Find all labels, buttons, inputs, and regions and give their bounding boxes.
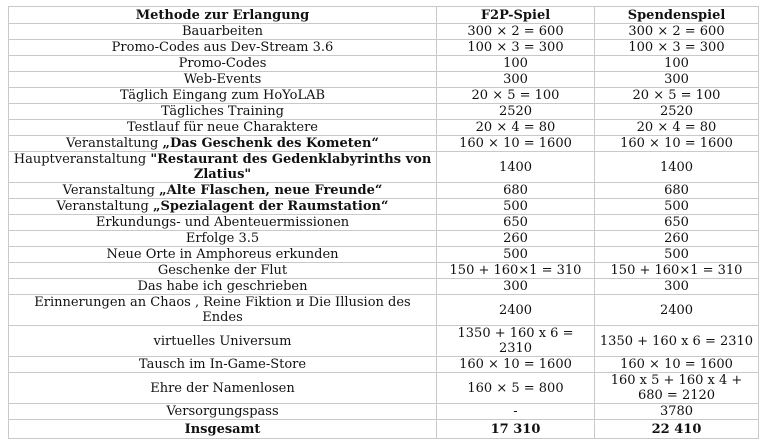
f2p-cell: 150 + 160×1 = 310: [437, 263, 595, 279]
f2p-cell: 300 × 2 = 600: [437, 24, 595, 40]
spend-cell: 20 × 5 = 100: [595, 88, 759, 104]
method-cell: [9, 136, 437, 152]
f2p-cell: 2520: [437, 104, 595, 120]
method-cell: Tausch im In-Game-Store: [9, 357, 437, 373]
table-row: [9, 373, 759, 404]
method-cell: Bauarbeiten: [9, 24, 437, 40]
method-cell: Täglich Eingang zum HoYoLAB: [9, 88, 437, 104]
spend-cell: 2400: [595, 295, 759, 326]
event-name: "Restaurant des Gedenklabyrinths von Zlatius": [150, 152, 432, 182]
method-cell: Geschenke der Flut: [9, 263, 437, 279]
method-cell: Promo-Codes: [9, 56, 437, 72]
spend-cell: 650: [595, 215, 759, 231]
event-name: „Alte Flaschen, neue Freunde“: [159, 183, 383, 198]
method-cell: Ehre der Namenlosen: [9, 373, 437, 404]
total-row: [9, 420, 759, 439]
f2p-cell: 650: [437, 215, 595, 231]
spend-cell: 500: [595, 247, 759, 263]
header-spend: Spendenspiel: [595, 7, 759, 24]
table-row: [9, 72, 759, 88]
table-row: [9, 40, 759, 56]
header-f2p: F2P-Spiel: [437, 7, 595, 24]
method-cell: Tägliches Training: [9, 104, 437, 120]
total-f2p: 17 310: [437, 420, 595, 439]
table-row: [9, 199, 759, 215]
table-row: [9, 104, 759, 120]
method-cell: Erinnerungen an Chaos , Reine Fiktion и Die Illusion des Endes: [9, 295, 437, 326]
table-row: [9, 183, 759, 199]
method-cell: Testlauf für neue Charaktere: [9, 120, 437, 136]
method-cell: virtuelles Universum: [9, 326, 437, 357]
spend-cell: 300 × 2 = 600: [595, 24, 759, 40]
rewards-table-container: [8, 6, 758, 439]
method-cell: Das habe ich geschrieben: [9, 279, 437, 295]
f2p-cell: 20 × 4 = 80: [437, 120, 595, 136]
method-cell: Promo-Codes aus Dev-Stream 3.6: [9, 40, 437, 56]
method-prefix: Veranstaltung: [56, 199, 153, 214]
f2p-cell: 20 × 5 = 100: [437, 88, 595, 104]
table-row: [9, 404, 759, 420]
spend-cell: 260: [595, 231, 759, 247]
method-prefix: Veranstaltung: [62, 183, 160, 198]
f2p-cell: 160 × 5 = 800: [437, 373, 595, 404]
method-cell: Erkundungs- und Abenteuermissionen: [9, 215, 437, 231]
spend-cell: 1350 + 160 x 6 = 2310: [595, 326, 759, 357]
total-spend: 22 410: [595, 420, 759, 439]
table-row: [9, 263, 759, 279]
table-header-row: [9, 7, 759, 24]
f2p-cell: 2400: [437, 295, 595, 326]
f2p-cell: 1350 + 160 x 6 = 2310: [437, 326, 595, 357]
spend-cell: 150 + 160×1 = 310: [595, 263, 759, 279]
spend-cell: 160 × 10 = 1600: [595, 357, 759, 373]
f2p-cell: -: [437, 404, 595, 420]
f2p-cell: 500: [437, 247, 595, 263]
f2p-cell: 680: [437, 183, 595, 199]
f2p-cell: 100: [437, 56, 595, 72]
f2p-cell: 300: [437, 279, 595, 295]
method-cell: Web-Events: [9, 72, 437, 88]
table-row: [9, 152, 759, 183]
method-cell: Versorgungspass: [9, 404, 437, 420]
f2p-cell: 260: [437, 231, 595, 247]
header-method: Methode zur Erlangung: [9, 7, 437, 24]
event-name: „Spezialagent der Raumstation“: [153, 199, 389, 214]
table-row: [9, 247, 759, 263]
method-cell: Erfolge 3.5: [9, 231, 437, 247]
table-row: [9, 88, 759, 104]
table-row: [9, 120, 759, 136]
table-row: [9, 295, 759, 326]
f2p-cell: 300: [437, 72, 595, 88]
table-row: [9, 136, 759, 152]
event-name: „Das Geschenk des Kometen“: [162, 136, 379, 151]
spend-cell: 500: [595, 199, 759, 215]
spend-cell: 160 × 10 = 1600: [595, 136, 759, 152]
method-prefix: Hauptveranstaltung: [13, 152, 151, 167]
method-cell: [9, 199, 437, 215]
spend-cell: 160 x 5 + 160 x 4 + 680 = 2120: [595, 373, 759, 404]
method-cell: [9, 152, 437, 183]
spend-cell: 3780: [595, 404, 759, 420]
spend-cell: 300: [595, 72, 759, 88]
f2p-cell: 1400: [437, 152, 595, 183]
spend-cell: 100: [595, 56, 759, 72]
f2p-cell: 100 × 3 = 300: [437, 40, 595, 56]
f2p-cell: 160 × 10 = 1600: [437, 357, 595, 373]
f2p-cell: 160 × 10 = 1600: [437, 136, 595, 152]
f2p-cell: 500: [437, 199, 595, 215]
spend-cell: 100 × 3 = 300: [595, 40, 759, 56]
total-label: Insgesamt: [9, 420, 437, 439]
spend-cell: 2520: [595, 104, 759, 120]
spend-cell: 1400: [595, 152, 759, 183]
rewards-table: [8, 6, 759, 439]
method-prefix: Veranstaltung: [66, 136, 163, 151]
table-row: [9, 24, 759, 40]
table-row: [9, 326, 759, 357]
table-row: [9, 215, 759, 231]
method-cell: Neue Orte in Amphoreus erkunden: [9, 247, 437, 263]
spend-cell: 300: [595, 279, 759, 295]
table-row: [9, 357, 759, 373]
table-row: [9, 279, 759, 295]
method-cell: [9, 183, 437, 199]
spend-cell: 680: [595, 183, 759, 199]
table-row: [9, 56, 759, 72]
table-row: [9, 231, 759, 247]
spend-cell: 20 × 4 = 80: [595, 120, 759, 136]
